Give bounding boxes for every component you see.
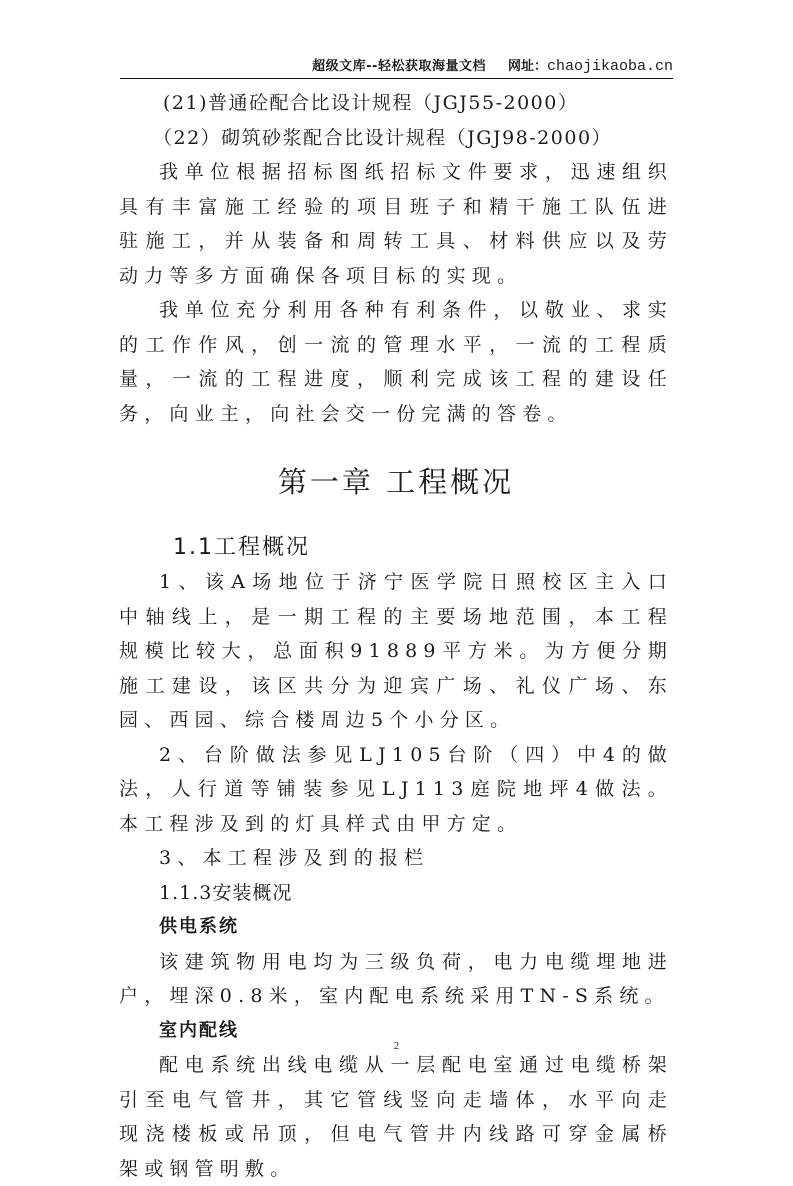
section-paragraph-1: 1、该A场地位于济宁医学院日照校区主入口中轴线上，是一期工程的主要场地范围，本工程规模比较大，总面积91889平方米。为方便分期施工建设，该区共分为迎宾广场、礼仪广场、东园、西园、综合楼周边5个小分区。 <box>119 571 673 731</box>
intro-paragraph-2: 我单位充分利用各种有利条件，以敬业、求实的工作作风，创一流的管理水平，一流的工程质量，一流的工程进度，顺利完成该工程的建设任务，向业主，向社会交一份完满的答卷。 <box>119 299 673 425</box>
power-supply-text: 该建筑物用电均为三级负荷，电力电缆埋地进户，埋深0.8米，室内配电系统采用TN-S系统。 <box>119 950 673 1007</box>
power-supply-title: 供电系统 <box>159 916 239 937</box>
section-paragraph-2: 2、台阶做法参见LJ105台阶（四）中4的做法，人行道等铺装参见LJ113庭院地坪4做法。本工程涉及到的灯具样式由甲方定。 <box>119 743 673 835</box>
header-url: chaojikaoba.cn <box>546 58 673 75</box>
reference-21: (21)普通砼配合比设计规程（JGJ55-2000） <box>163 92 579 114</box>
section-paragraph-3: 3、本工程涉及到的报栏 <box>159 847 430 869</box>
indoor-wiring-text: 配电系统出线电缆从一层配电室通过电缆桥架引至电气管井，其它管线竖向走墙体，水平向走现浇楼板或吊顶，但电气管井内线路可穿金属桥架或钢管明敷。 <box>119 1054 673 1180</box>
page-header <box>120 56 673 79</box>
header-brand: 超级文库--轻松获取海量文档 <box>312 59 486 74</box>
reference-22: （22）砌筑砂浆配合比设计规程（JGJ98-2000） <box>153 126 613 149</box>
page-number: 2 <box>393 1040 400 1052</box>
indoor-wiring-title: 室内配线 <box>159 1019 239 1041</box>
header-url-label: 网址： <box>507 59 547 74</box>
subsection-title: 1.1.3安装概况 <box>159 881 293 904</box>
intro-paragraph-1: 我单位根据招标图纸招标文件要求，迅速组织具有丰富施工经验的项目班子和精干施工队伍进驻施工，并从装备和周转工具、材料供应以及劳动力等多方面确保各项目标的实现。 <box>119 161 673 287</box>
chapter-title: 第一章 工程概况 <box>277 465 515 499</box>
document-body <box>119 86 673 1186</box>
section-title: 1.1工程概况 <box>173 535 310 560</box>
